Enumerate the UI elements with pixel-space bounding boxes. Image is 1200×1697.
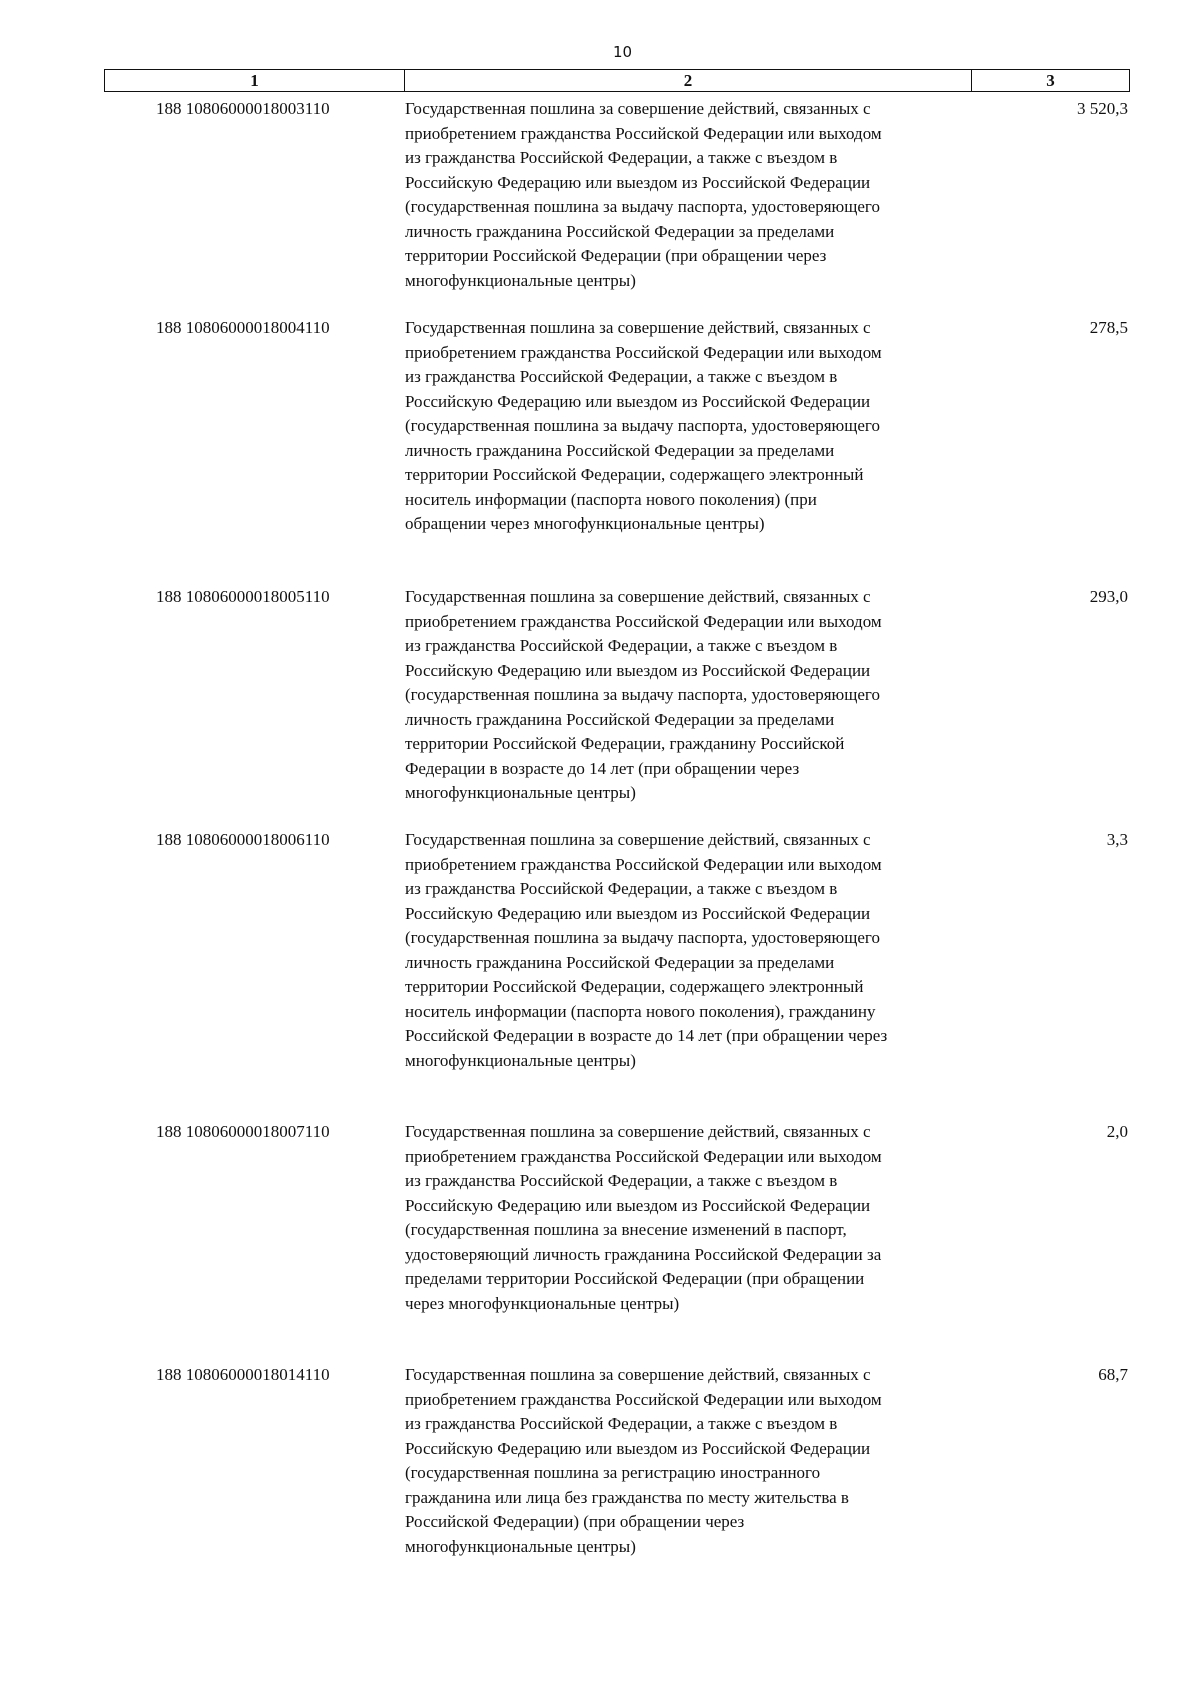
row-description (405, 828, 965, 1073)
description-line: приобретением гражданства Российской Федерации или выходом (405, 123, 882, 143)
description-line: из гражданства Российской Федерации, а также с въездом в (405, 636, 838, 655)
description-line: приобретением гражданства Российской Федерации или выходом (405, 342, 882, 362)
row-code: 188 10806000018014110 (156, 1365, 330, 1384)
description-line: из гражданства Российской Федерации, а также с въездом в (405, 367, 838, 386)
description-line: территории Российской Федерации, содержащего электронный (405, 977, 864, 996)
header-col-3: 3 (1046, 70, 1055, 90)
row-description (405, 97, 965, 293)
row-amount: 68,7 (1098, 1365, 1128, 1384)
row-description (405, 585, 965, 806)
description-line: (государственная пошлина за выдачу паспорта, удостоверяющего (405, 197, 880, 216)
description-line: приобретением гражданства Российской Федерации или выходом (405, 854, 882, 874)
description-line: обращении через многофункциональные центры) (405, 514, 765, 533)
row-code: 188 10806000018005110 (156, 587, 330, 606)
description-line: Российскую Федерацию или выездом из Российской Федерации (405, 903, 871, 923)
description-line: (государственная пошлина за выдачу паспорта, удостоверяющего (405, 416, 880, 435)
row-description (405, 316, 965, 537)
row-description (405, 1120, 965, 1316)
description-line: личность гражданина Российской Федерации за пределами (405, 440, 835, 460)
description-line: Государственная пошлина за совершение действий, связанных с (405, 318, 871, 337)
description-line: приобретением гражданства Российской Федерации или выходом (405, 1389, 882, 1409)
row-code: 188 10806000018003110 (156, 99, 330, 118)
description-line: территории Российской Федерации (при обращении через (405, 246, 827, 265)
description-line: личность гражданина Российской Федерации за пределами (405, 221, 835, 241)
description-line: Российскую Федерацию или выездом из Российской Федерации (405, 1195, 871, 1215)
row-code: 188 10806000018007110 (156, 1122, 330, 1141)
description-line: территории Российской Федерации, содержащего электронный (405, 465, 864, 484)
description-line: удостоверяющий личность гражданина Российской Федерации за (405, 1244, 882, 1264)
description-line: многофункциональные центры) (405, 270, 636, 290)
row-code: 188 10806000018004110 (156, 318, 330, 337)
description-line: Государственная пошлина за совершение действий, связанных с (405, 99, 871, 118)
description-line: из гражданства Российской Федерации, а также с въездом в (405, 1171, 838, 1190)
description-line: Российскую Федерацию или выездом из Российской Федерации (405, 172, 871, 192)
header-col-2: 2 (405, 70, 972, 91)
description-line: многофункциональные центры) (405, 1050, 636, 1070)
row-description (405, 1363, 965, 1559)
description-line: Российскую Федерацию или выездом из Российской Федерации (405, 391, 871, 411)
description-line: Российской Федерации в возрасте до 14 лет (при обращении через (405, 1026, 888, 1045)
description-line: Государственная пошлина за совершение действий, связанных с (405, 587, 871, 606)
page-number: 10 (612, 43, 633, 61)
row-code: 188 10806000018006110 (156, 830, 330, 849)
table-header (104, 69, 1130, 92)
description-line: личность гражданина Российской Федерации за пределами (405, 952, 835, 972)
description-line: приобретением гражданства Российской Федерации или выходом (405, 1146, 882, 1166)
description-line: через многофункциональные центры) (405, 1293, 680, 1313)
description-line: Государственная пошлина за совершение действий, связанных с (405, 1122, 871, 1141)
description-line: (государственная пошлина за выдачу паспорта, удостоверяющего (405, 685, 880, 704)
description-line: личность гражданина Российской Федерации за пределами (405, 709, 835, 729)
row-amount: 2,0 (1106, 1122, 1128, 1141)
description-line: носитель информации (паспорта нового поколения), гражданину (405, 1001, 876, 1021)
description-line: приобретением гражданства Российской Федерации или выходом (405, 611, 882, 631)
description-line: территории Российской Федерации, гражданину Российской (405, 734, 845, 753)
description-line: гражданина или лица без гражданства по месту жительства в (405, 1487, 849, 1507)
header-col-1: 1 (105, 70, 405, 91)
row-amount: 3 520,3 (1077, 99, 1128, 118)
description-line: (государственная пошлина за выдачу паспорта, удостоверяющего (405, 928, 880, 947)
description-line: Российской Федерации) (при обращении через (405, 1512, 745, 1531)
description-line: Государственная пошлина за совершение действий, связанных с (405, 830, 871, 849)
description-line: из гражданства Российской Федерации, а также с въездом в (405, 879, 838, 898)
description-line: (государственная пошлина за регистрацию иностранного (405, 1463, 821, 1482)
description-line: из гражданства Российской Федерации, а также с въездом в (405, 148, 838, 167)
description-line: носитель информации (паспорта нового поколения) (при (405, 489, 817, 509)
description-line: Российскую Федерацию или выездом из Российской Федерации (405, 1438, 871, 1458)
description-line: (государственная пошлина за внесение изменений в паспорт, (405, 1220, 847, 1239)
description-line: Российскую Федерацию или выездом из Российской Федерации (405, 660, 871, 680)
description-line: Федерации в возрасте до 14 лет (при обращении через (405, 758, 800, 778)
description-line: Государственная пошлина за совершение действий, связанных с (405, 1365, 871, 1384)
description-line: многофункциональные центры) (405, 783, 636, 802)
row-amount: 293,0 (1089, 587, 1128, 606)
row-amount: 278,5 (1089, 318, 1128, 337)
description-line: из гражданства Российской Федерации, а также с въездом в (405, 1414, 838, 1433)
description-line: пределами территории Российской Федерации (при обращении (405, 1269, 865, 1288)
row-amount: 3,3 (1106, 830, 1128, 849)
description-line: многофункциональные центры) (405, 1536, 636, 1556)
